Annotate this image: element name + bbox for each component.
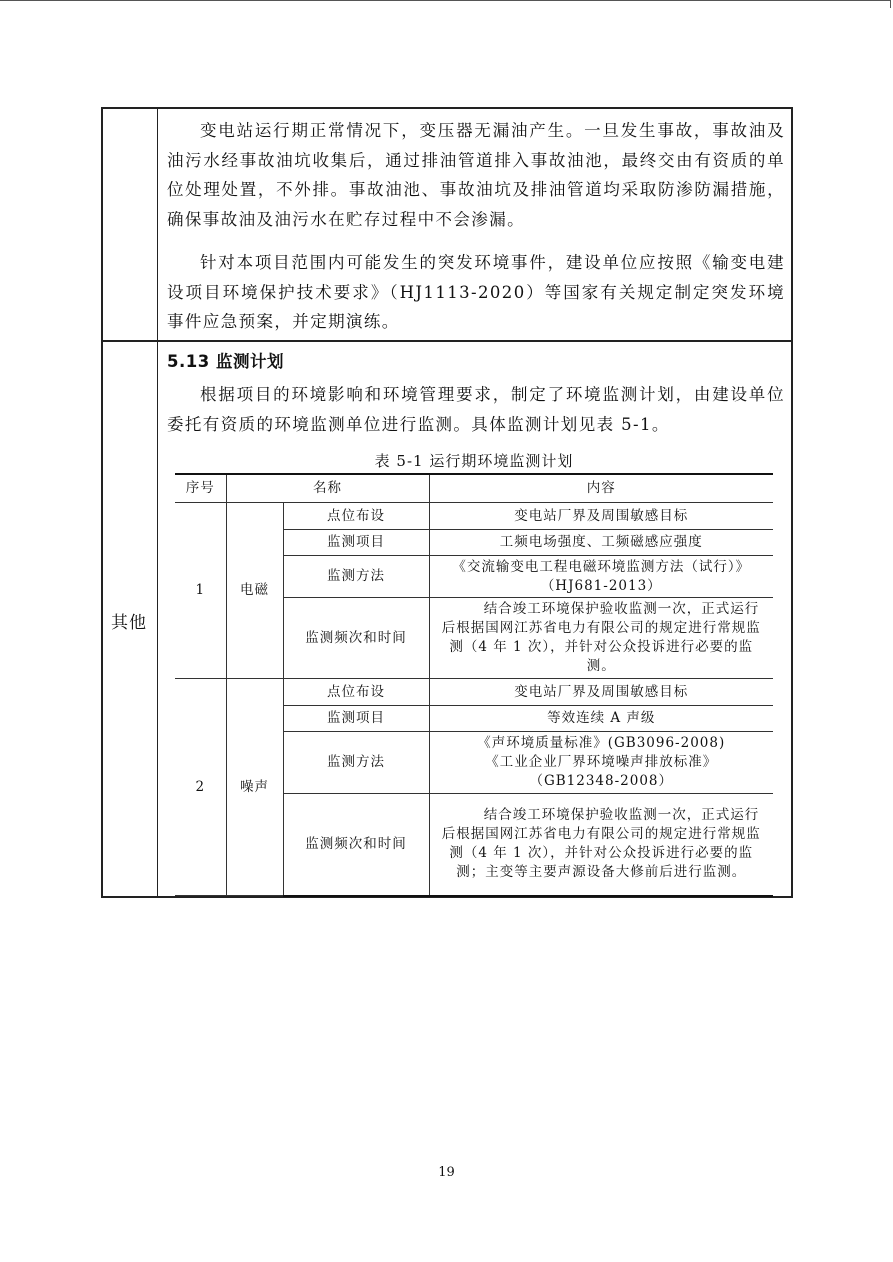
row-item: 点位布设 bbox=[283, 503, 429, 530]
column-divider bbox=[157, 107, 158, 898]
paragraph-oil-leak: 变电站运行期正常情况下，变压器无漏油产生。一旦发生事故，事故油及油污水经事故油坑收集后，通过排油管道排入事故油池，最终交由有资质的单位处理处置，不外排。事故油池、事故油坑及排油管道均采取防渗防漏措施，确保事故油及油污水在贮存过程中不会渗漏。 bbox=[167, 121, 785, 229]
paragraph-emergency-plan: 针对本项目范围内可能发生的突发环境事件，建设单位应按照《输变电建设项目环境保护技术要求》（HJ1113-2020）等国家有关规定制定突发环境事件应急预案，并定期演练。 bbox=[167, 253, 785, 331]
row-content bbox=[429, 732, 773, 794]
row-item: 监测项目 bbox=[283, 530, 429, 556]
row-item: 点位布设 bbox=[283, 679, 429, 706]
table-row bbox=[175, 679, 773, 706]
table-header-row bbox=[175, 474, 773, 503]
row-content: 变电站厂界及周围敏感目标 bbox=[429, 679, 773, 706]
row-content: 工频电场强度、工频磁感应强度 bbox=[429, 530, 773, 556]
header-name: 名称 bbox=[226, 474, 429, 503]
row-content: 《交流输变电工程电磁环境监测方法（试行）》（HJ681-2013） bbox=[429, 556, 773, 598]
row-number: 1 bbox=[175, 503, 226, 679]
table-row bbox=[175, 503, 773, 530]
row-content-text: 结合竣工环境保护验收监测一次，正式运行后根据国网江苏省电力有限公司的规定进行常规监测（4 年 1 次），并针对公众投诉进行必要的监测；主变等主要声源设备大修前后进行监测。 bbox=[441, 807, 761, 881]
row-number: 2 bbox=[175, 679, 226, 896]
row-category: 电磁 bbox=[226, 503, 283, 679]
left-column-label: 其他 bbox=[111, 612, 147, 633]
method-line: 《工业企业厂界环境噪声排放标准》（GB12348-2008） bbox=[485, 754, 718, 789]
row-item: 监测方法 bbox=[283, 556, 429, 598]
method-line: 《声环境质量标准》(GB3096-2008) bbox=[477, 735, 726, 751]
paragraph-monitoring-intro: 根据项目的环境影响和环境管理要求，制定了环境监测计划，由建设单位委托有资质的环境监测单位进行监测。具体监测计划见表 5-1。 bbox=[167, 385, 785, 434]
row-content-text: 结合竣工环境保护验收监测一次，正式运行后根据国网江苏省电力有限公司的规定进行常规监测（4 年 1 次），并针对公众投诉进行必要的监测。 bbox=[441, 601, 761, 674]
row-item: 监测方法 bbox=[283, 732, 429, 794]
monitoring-plan-table bbox=[175, 473, 773, 897]
row-content: 等效连续 A 声级 bbox=[429, 706, 773, 732]
header-content: 内容 bbox=[429, 474, 773, 503]
row-content bbox=[429, 598, 773, 679]
section-title: 5.13 监测计划 bbox=[167, 352, 284, 371]
row-category: 噪声 bbox=[226, 679, 283, 896]
row-item: 监测频次和时间 bbox=[283, 598, 429, 679]
row-content: 变电站厂界及周围敏感目标 bbox=[429, 503, 773, 530]
row-item: 监测项目 bbox=[283, 706, 429, 732]
header-no: 序号 bbox=[175, 474, 226, 503]
row-divider bbox=[101, 340, 793, 342]
page-number: 19 bbox=[438, 1165, 455, 1180]
table-caption: 表 5-1 运行期环境监测计划 bbox=[374, 452, 574, 470]
row-item: 监测频次和时间 bbox=[283, 794, 429, 896]
page-edge-top bbox=[0, 0, 890, 1]
page-edge-right bbox=[890, 0, 891, 8]
row-content bbox=[429, 794, 773, 896]
